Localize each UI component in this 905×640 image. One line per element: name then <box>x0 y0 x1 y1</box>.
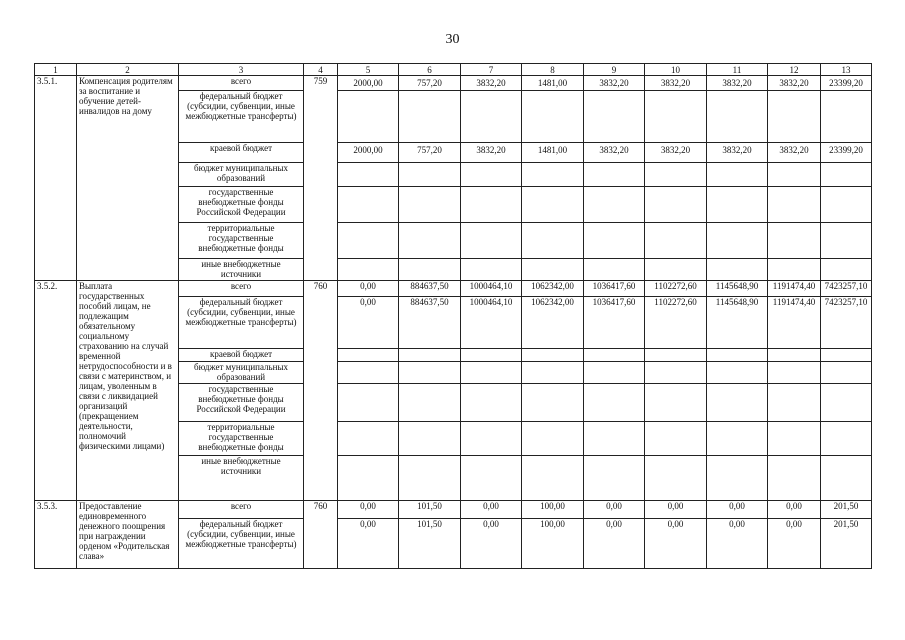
value-cell: 0,00 <box>584 501 645 519</box>
value-cell <box>522 223 584 259</box>
org-code: 759 <box>304 76 338 281</box>
value-cell <box>399 456 461 501</box>
value-cell <box>707 384 768 422</box>
value-cell: 0,00 <box>707 501 768 519</box>
value-cell: 7423257,10 <box>821 281 872 297</box>
value-cell <box>584 384 645 422</box>
header-cell: 12 <box>768 64 821 76</box>
value-cell <box>645 349 707 362</box>
funding-source: всего <box>179 281 304 297</box>
value-cell: 0,00 <box>645 501 707 519</box>
value-cell: 3832,20 <box>461 76 522 91</box>
value-cell: 1036417,60 <box>584 281 645 297</box>
value-cell <box>707 163 768 187</box>
table-row <box>35 76 872 91</box>
value-cell: 3832,20 <box>584 76 645 91</box>
value-cell <box>399 362 461 384</box>
header-cell: 5 <box>338 64 399 76</box>
value-cell: 3832,20 <box>707 143 768 163</box>
value-cell <box>821 187 872 223</box>
value-cell <box>584 362 645 384</box>
value-cell <box>338 91 399 143</box>
funding-source: территориальные государственные внебюджетные фонды <box>179 422 304 456</box>
value-cell <box>338 223 399 259</box>
value-cell <box>645 223 707 259</box>
value-cell <box>584 163 645 187</box>
value-cell: 0,00 <box>707 519 768 569</box>
value-cell <box>584 187 645 223</box>
value-cell <box>768 259 821 281</box>
value-cell: 3832,20 <box>645 143 707 163</box>
value-cell: 3832,20 <box>768 143 821 163</box>
value-cell <box>461 91 522 143</box>
value-cell <box>338 384 399 422</box>
value-cell <box>707 91 768 143</box>
org-code: 760 <box>304 281 338 501</box>
header-row <box>35 64 872 76</box>
value-cell: 100,00 <box>522 501 584 519</box>
value-cell: 0,00 <box>338 281 399 297</box>
value-cell <box>399 163 461 187</box>
value-cell <box>645 163 707 187</box>
funding-source: всего <box>179 76 304 91</box>
value-cell <box>461 187 522 223</box>
header-cell: 8 <box>522 64 584 76</box>
value-cell: 0,00 <box>461 519 522 569</box>
header-cell: 11 <box>707 64 768 76</box>
value-cell <box>768 422 821 456</box>
value-cell <box>707 349 768 362</box>
value-cell <box>821 349 872 362</box>
row-code: 3.5.2. <box>35 281 77 501</box>
value-cell <box>399 187 461 223</box>
value-cell: 3832,20 <box>707 76 768 91</box>
value-cell: 2000,00 <box>338 76 399 91</box>
value-cell: 1062342,00 <box>522 281 584 297</box>
value-cell <box>584 223 645 259</box>
header-cell: 7 <box>461 64 522 76</box>
value-cell: 0,00 <box>584 519 645 569</box>
value-cell <box>768 223 821 259</box>
value-cell <box>821 384 872 422</box>
value-cell <box>338 349 399 362</box>
value-cell: 1481,00 <box>522 143 584 163</box>
value-cell: 1191474,40 <box>768 281 821 297</box>
value-cell: 23399,20 <box>821 143 872 163</box>
value-cell: 1145648,90 <box>707 281 768 297</box>
value-cell <box>399 349 461 362</box>
budget-table <box>34 63 872 569</box>
funding-source: иные внебюджетные источники <box>179 259 304 281</box>
value-cell <box>584 91 645 143</box>
header-cell: 4 <box>304 64 338 76</box>
table-row <box>35 281 872 297</box>
value-cell: 0,00 <box>645 519 707 569</box>
value-cell <box>645 362 707 384</box>
value-cell <box>645 384 707 422</box>
value-cell <box>338 362 399 384</box>
value-cell: 201,50 <box>821 519 872 569</box>
value-cell <box>821 91 872 143</box>
value-cell <box>821 163 872 187</box>
funding-source: территориальные государственные внебюджетные фонды <box>179 223 304 259</box>
value-cell: 201,50 <box>821 501 872 519</box>
value-cell: 1000464,10 <box>461 297 522 349</box>
value-cell <box>821 456 872 501</box>
value-cell <box>522 422 584 456</box>
value-cell: 7423257,10 <box>821 297 872 349</box>
value-cell: 101,50 <box>399 501 461 519</box>
value-cell <box>461 456 522 501</box>
header-cell: 3 <box>179 64 304 76</box>
value-cell: 1102272,60 <box>645 281 707 297</box>
funding-source: бюджет муниципальных образований <box>179 362 304 384</box>
value-cell <box>338 259 399 281</box>
value-cell <box>821 259 872 281</box>
value-cell: 0,00 <box>338 501 399 519</box>
row-name: Компенсация родителям за воспитание и обучение детей-инвалидов на дому <box>77 76 179 281</box>
value-cell <box>768 349 821 362</box>
value-cell <box>461 349 522 362</box>
value-cell <box>461 259 522 281</box>
value-cell <box>768 362 821 384</box>
value-cell <box>399 422 461 456</box>
value-cell <box>821 422 872 456</box>
value-cell: 1481,00 <box>522 76 584 91</box>
value-cell: 757,20 <box>399 143 461 163</box>
funding-source: иные внебюджетные источники <box>179 456 304 501</box>
value-cell: 0,00 <box>338 519 399 569</box>
value-cell <box>522 349 584 362</box>
header-cell: 13 <box>821 64 872 76</box>
value-cell: 3832,20 <box>768 76 821 91</box>
value-cell <box>522 456 584 501</box>
row-code: 3.5.3. <box>35 501 77 569</box>
value-cell: 101,50 <box>399 519 461 569</box>
value-cell <box>707 187 768 223</box>
value-cell <box>399 91 461 143</box>
value-cell <box>399 259 461 281</box>
value-cell: 3832,20 <box>645 76 707 91</box>
value-cell <box>338 456 399 501</box>
value-cell <box>768 163 821 187</box>
value-cell <box>338 187 399 223</box>
value-cell <box>461 362 522 384</box>
value-cell <box>399 223 461 259</box>
value-cell: 1191474,40 <box>768 297 821 349</box>
value-cell: 1145648,90 <box>707 297 768 349</box>
value-cell <box>707 259 768 281</box>
row-name: Предоставление единовременного денежного поощрения при награждении орденом «Родительская слава» <box>77 501 179 569</box>
value-cell <box>399 384 461 422</box>
value-cell <box>522 259 584 281</box>
value-cell <box>768 384 821 422</box>
value-cell: 757,20 <box>399 76 461 91</box>
value-cell <box>645 187 707 223</box>
header-cell: 10 <box>645 64 707 76</box>
value-cell <box>461 223 522 259</box>
value-cell: 0,00 <box>338 297 399 349</box>
funding-source: федеральный бюджет (субсидии, субвенции, иные межбюджетные трансферты) <box>179 519 304 569</box>
header-cell: 6 <box>399 64 461 76</box>
value-cell: 100,00 <box>522 519 584 569</box>
value-cell <box>645 91 707 143</box>
value-cell <box>461 163 522 187</box>
value-cell <box>707 422 768 456</box>
value-cell <box>461 384 522 422</box>
value-cell: 1000464,10 <box>461 281 522 297</box>
header-cell: 2 <box>77 64 179 76</box>
value-cell: 884637,50 <box>399 297 461 349</box>
value-cell <box>461 422 522 456</box>
funding-source: краевой бюджет <box>179 349 304 362</box>
funding-source: краевой бюджет <box>179 143 304 163</box>
value-cell <box>645 456 707 501</box>
funding-source: государственные внебюджетные фонды Российской Федерации <box>179 384 304 422</box>
value-cell <box>645 259 707 281</box>
value-cell: 3832,20 <box>461 143 522 163</box>
header-cell: 1 <box>35 64 77 76</box>
org-code: 760 <box>304 501 338 569</box>
funding-source: государственные внебюджетные фонды Российской Федерации <box>179 187 304 223</box>
value-cell <box>584 456 645 501</box>
header-cell: 9 <box>584 64 645 76</box>
value-cell <box>821 362 872 384</box>
value-cell <box>707 223 768 259</box>
value-cell: 0,00 <box>768 519 821 569</box>
value-cell: 1102272,60 <box>645 297 707 349</box>
value-cell <box>522 187 584 223</box>
value-cell <box>768 456 821 501</box>
value-cell <box>584 422 645 456</box>
value-cell <box>584 259 645 281</box>
value-cell: 1062342,00 <box>522 297 584 349</box>
funding-source: всего <box>179 501 304 519</box>
value-cell <box>645 422 707 456</box>
value-cell: 3832,20 <box>584 143 645 163</box>
value-cell <box>522 384 584 422</box>
value-cell <box>522 163 584 187</box>
value-cell: 23399,20 <box>821 76 872 91</box>
page-number: 30 <box>445 32 460 47</box>
value-cell <box>768 91 821 143</box>
value-cell <box>821 223 872 259</box>
value-cell <box>584 349 645 362</box>
value-cell: 884637,50 <box>399 281 461 297</box>
value-cell <box>707 362 768 384</box>
value-cell <box>338 163 399 187</box>
value-cell <box>522 91 584 143</box>
table-row <box>35 501 872 519</box>
value-cell: 0,00 <box>461 501 522 519</box>
funding-source: федеральный бюджет (субсидии, субвенции, иные межбюджетные трансферты) <box>179 297 304 349</box>
row-name: Выплата государственных пособий лицам, не подлежащим обязательному социальному страхованию на случай временной нетрудоспособности и в связи с материнством, и лицам, уволенным в связи с ликвидацией организаций (прекращением деятельности, полномочий физическими лицами) <box>77 281 179 501</box>
value-cell <box>522 362 584 384</box>
funding-source: федеральный бюджет (субсидии, субвенции, иные межбюджетные трансферты) <box>179 91 304 143</box>
funding-source: бюджет муниципальных образований <box>179 163 304 187</box>
value-cell <box>338 422 399 456</box>
value-cell: 0,00 <box>768 501 821 519</box>
row-code: 3.5.1. <box>35 76 77 281</box>
value-cell: 2000,00 <box>338 143 399 163</box>
value-cell: 1036417,60 <box>584 297 645 349</box>
value-cell <box>768 187 821 223</box>
value-cell <box>707 456 768 501</box>
